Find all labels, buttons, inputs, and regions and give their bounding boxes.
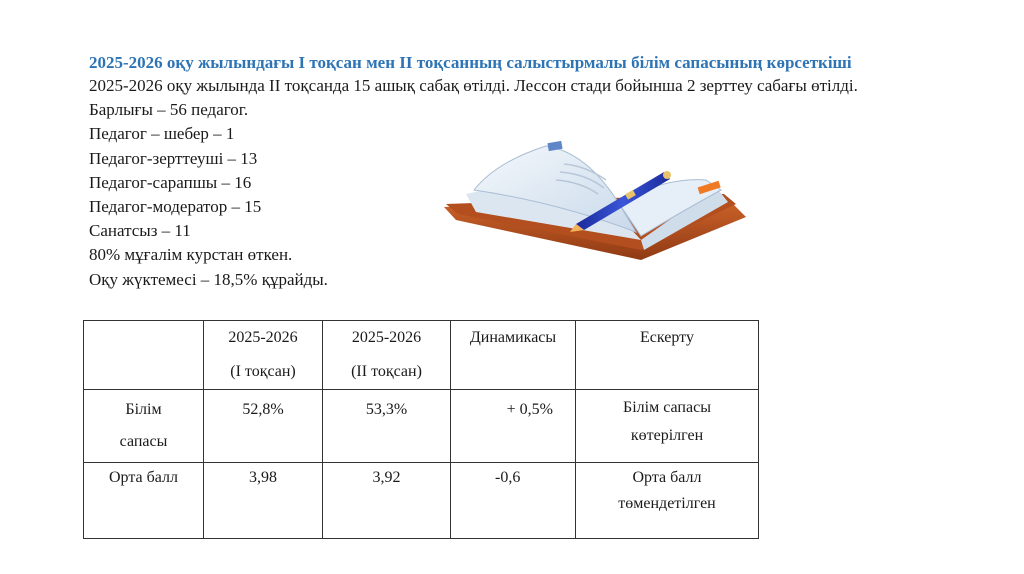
note-cell [576, 463, 759, 539]
info-line-researcher: Педагог-зерттеуші – 13 [89, 148, 258, 168]
comparison-table [83, 320, 759, 539]
open-notebook-with-pen-icon [436, 132, 756, 264]
row-label-line1: Білім [125, 401, 162, 418]
note-line2: көтерілген [630, 427, 704, 444]
info-line-lessons: 2025-2026 оқу жылында II тоқсанда 15 ашық сабақ өтілді. Лессон стади бойынша 2 зерттеу сабағы өтілді. [89, 76, 858, 95]
dynamics-value-cell: + 0,5% [451, 390, 576, 463]
row-label-cell [84, 463, 204, 539]
row-label-line2: сапасы [119, 433, 168, 450]
header-cell-empty [84, 321, 204, 390]
q1-value-cell: 52,8% [204, 390, 323, 463]
info-line-courses: 80% мұғалім курстан өткен. [89, 245, 293, 265]
row-label-cell [84, 390, 204, 463]
header-cell-q2 [323, 321, 451, 390]
table-header-row [84, 321, 759, 390]
q1-value-cell: 3,98 [204, 463, 323, 539]
table-row [84, 463, 759, 539]
note-line2: төмендетілген [618, 495, 716, 512]
q2-value-cell: 3,92 [323, 463, 451, 539]
header-q2-term: (II тоқсан) [351, 363, 422, 380]
header-q1-year: 2025-2026 [228, 329, 298, 346]
header-cell-q1 [204, 321, 323, 390]
row-label-line1: Орта балл [109, 469, 178, 486]
info-line-workload: Оқу жүктемесі – 18,5% құрайды. [89, 269, 328, 289]
dynamics-value-cell: -0,6 [451, 463, 576, 539]
info-line-expert: Педагог-сарапшы – 16 [89, 172, 252, 192]
note-line1: Білім сапасы [623, 399, 711, 416]
header-dynamics-label: Динамикасы [469, 329, 557, 346]
note-cell [576, 390, 759, 463]
header-cell-dynamics [451, 321, 576, 390]
header-note-label: Ескерту [640, 329, 694, 346]
info-line-uncategorized: Санатсыз – 11 [89, 221, 191, 241]
header-cell-note [576, 321, 759, 390]
note-line1: Орта балл [632, 469, 702, 486]
info-line-master: Педагог – шебер – 1 [89, 124, 235, 144]
table-row [84, 390, 759, 463]
page-title: 2025-2026 оқу жылындағы I тоқсан мен II тоқсанның салыстырмалы білім сапасының көрсеткіші [89, 53, 852, 72]
info-line-moderator: Педагог-модератор – 15 [89, 197, 262, 217]
q2-value-cell: 53,3% [323, 390, 451, 463]
info-line-total: Барлығы – 56 педагог. [89, 100, 249, 120]
header-q1-term: (I тоқсан) [230, 363, 296, 380]
header-q2-year: 2025-2026 [351, 329, 422, 346]
